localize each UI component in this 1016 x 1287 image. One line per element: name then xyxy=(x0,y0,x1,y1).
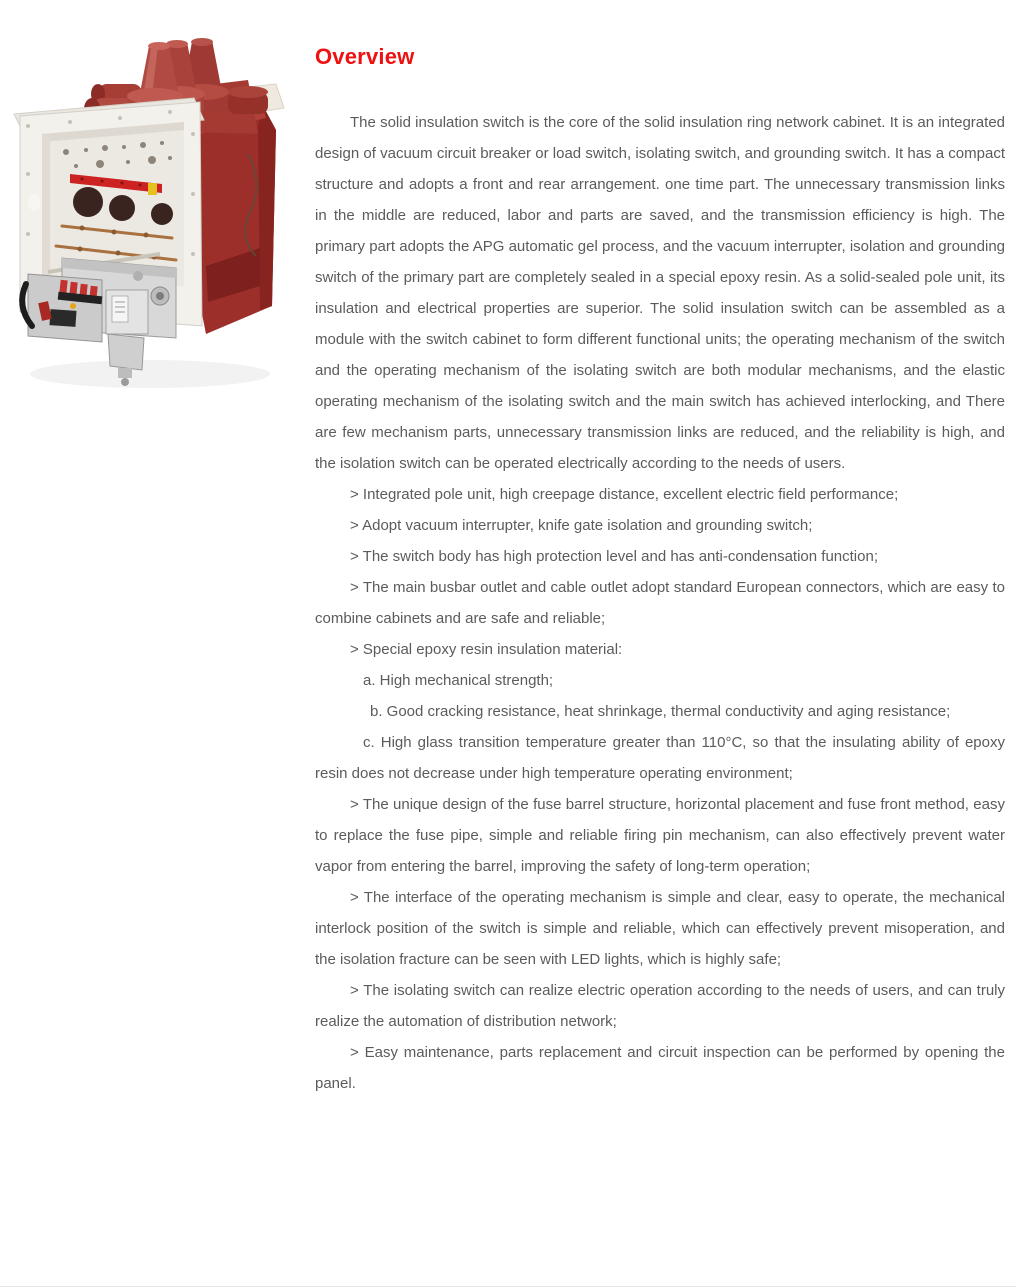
intro-paragraph: The solid insulation switch is the core of the solid insulation ring network cabinet. It is an integrated design of vacuum circuit breaker or load switch, isolating switch, and grounding switch. It has a compact structure and adopts a front and rear arrangement. one time part. The unnecessary transmission links in the middle are reduced, labor and parts are saved, and the transmission efficiency is high. The primary part adopts the APG automatic gel process, and the vacuum interrupter, isolation and grounding switch of the primary part are completely sealed in a special epoxy resin. As a solid-sealed pole unit, its insulation and electrical properties are superior. The solid insulation switch can be assembled as a module with the switch cabinet to form different functional units; the operating mechanism of the switch and the operating mechanism of the isolating switch are both modular mechanisms, and the elastic operating mechanism of the isolating switch and the main switch has achieved interlocking, and There are few mechanism parts, unnecessary transmission links are reduced, and the reliability is high, and the isolation switch can be operated electrically according to the needs of users. xyxy=(315,114,1005,472)
feature-item: > The unique design of the fuse barrel structure, horizontal placement and fuse front method, easy to replace the fuse pipe, simple and reliable firing pin mechanism, can also effectively prevent water vapor from entering the barrel, improving the safety of long-term operation; xyxy=(315,796,1005,875)
feature-item: > The isolating switch can realize electric operation according to the needs of users, and can truly realize the automation of distribution network; xyxy=(315,982,1005,1030)
feature-item: > Easy maintenance, parts replacement and circuit inspection can be performed by opening the panel. xyxy=(315,1044,1005,1092)
feature-subitem-b: b. Good cracking resistance, heat shrinkage, thermal conductivity and aging resistance; xyxy=(370,703,951,720)
feature-item: > The interface of the operating mechanism is simple and clear, easy to operate, the mechanical interlock position of the switch is simple and reliable, which can effectively prevent misoperation, and the isolation fracture can be seen with LED lights, which is highly safe; xyxy=(315,889,1005,968)
product-image xyxy=(10,34,294,396)
page-title: Overview xyxy=(315,44,415,69)
feature-item: > The switch body has high protection level and has anti-condensation function; xyxy=(350,548,878,565)
feature-item: > The main busbar outlet and cable outlet adopt standard European connectors, which are easy to combine cabinets and are safe and reliable; xyxy=(315,579,1005,627)
feature-subitem-c: c. High glass transition temperature greater than 110°C, so that the insulating ability of epoxy resin does not decrease under high temperature operating environment; xyxy=(315,734,1005,782)
feature-item: > Integrated pole unit, high creepage distance, excellent electric field performance; xyxy=(350,486,899,503)
feature-subitem-a: a. High mechanical strength; xyxy=(363,672,554,689)
feature-item: > Special epoxy resin insulation material: xyxy=(350,641,623,658)
epoxy-body xyxy=(194,104,276,334)
overview-section xyxy=(315,44,1005,1099)
product-illustration-svg xyxy=(10,34,294,396)
feature-item: > Adopt vacuum interrupter, knife gate isolation and grounding switch; xyxy=(350,517,813,534)
